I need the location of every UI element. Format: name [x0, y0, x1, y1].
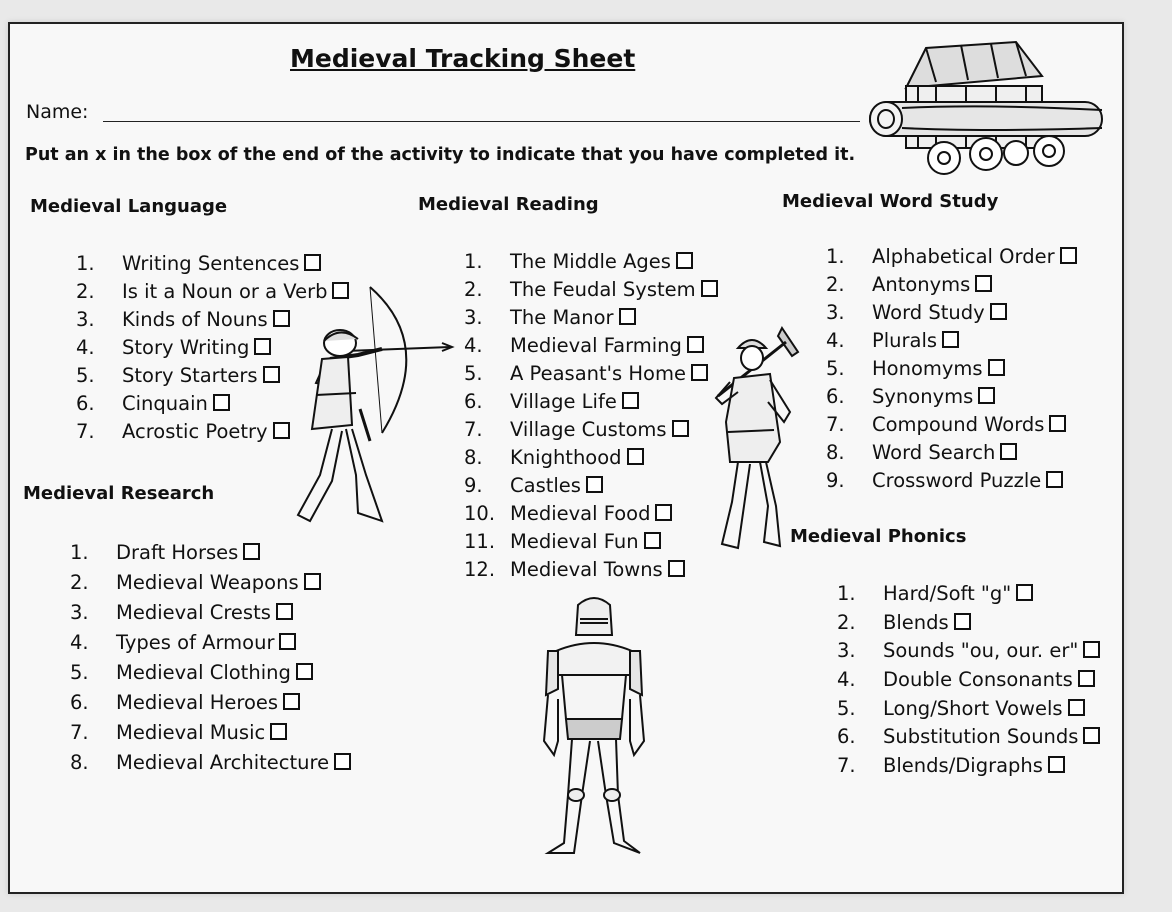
- completion-checkbox[interactable]: [263, 366, 280, 383]
- completion-checkbox[interactable]: [672, 420, 689, 437]
- activity-label: The Manor: [510, 306, 614, 329]
- completion-checkbox[interactable]: [954, 613, 971, 630]
- completion-checkbox[interactable]: [668, 560, 685, 577]
- completion-checkbox[interactable]: [978, 387, 995, 404]
- completion-checkbox[interactable]: [586, 476, 603, 493]
- knight-in-armor-icon: [538, 595, 650, 860]
- activity-label: Village Life: [510, 390, 617, 413]
- completion-checkbox[interactable]: [975, 275, 992, 292]
- activity-label: Medieval Food: [510, 502, 651, 525]
- activity-number: 4.: [70, 631, 89, 654]
- activity-label: Alphabetical Order: [872, 245, 1055, 268]
- activity-label: The Middle Ages: [510, 250, 671, 273]
- activity-label: Crossword Puzzle: [872, 469, 1042, 492]
- completion-checkbox[interactable]: [1060, 247, 1077, 264]
- completion-checkbox[interactable]: [942, 331, 959, 348]
- activity-number: 3.: [837, 639, 856, 663]
- completion-checkbox[interactable]: [676, 252, 693, 269]
- activity-label: Medieval Towns: [510, 558, 663, 581]
- activity-number: 6.: [70, 691, 89, 714]
- completion-checkbox[interactable]: [304, 254, 321, 271]
- activity-label: Story Starters: [122, 364, 258, 387]
- completion-checkbox[interactable]: [276, 603, 293, 620]
- completion-checkbox[interactable]: [1016, 584, 1033, 601]
- completion-checkbox[interactable]: [622, 392, 639, 409]
- completion-checkbox[interactable]: [283, 693, 300, 710]
- reading-heading: Medieval Reading: [418, 194, 599, 215]
- completion-checkbox[interactable]: [1046, 471, 1063, 488]
- activity-number: 3.: [464, 306, 483, 329]
- activity-label: Plurals: [872, 329, 938, 352]
- activity-number: 10.: [464, 502, 496, 525]
- language-heading: Medieval Language: [30, 196, 228, 217]
- activity-label: Medieval Farming: [510, 334, 682, 357]
- completion-checkbox[interactable]: [279, 633, 296, 650]
- completion-checkbox[interactable]: [619, 308, 636, 325]
- phonics-heading: Medieval Phonics: [790, 526, 967, 547]
- activity-number: 6.: [837, 725, 856, 749]
- activity-number: 2.: [826, 273, 845, 296]
- activity-label: Medieval Weapons: [116, 571, 299, 594]
- activity-label: Medieval Crests: [116, 601, 271, 624]
- activity-number: 5.: [76, 364, 95, 387]
- completion-checkbox[interactable]: [243, 543, 260, 560]
- activity-number: 7.: [826, 413, 845, 436]
- battering-ram-icon: [866, 40, 1116, 190]
- name-label: Name:: [26, 101, 89, 123]
- activity-label: Knighthood: [510, 446, 622, 469]
- activity-number: 2.: [464, 278, 483, 301]
- activity-label: Hard/Soft "g": [883, 582, 1012, 605]
- completion-checkbox[interactable]: [691, 364, 708, 381]
- archer-icon: [286, 285, 456, 530]
- activity-number: 7.: [837, 754, 856, 778]
- activity-label: Compound Words: [872, 413, 1045, 436]
- research-heading: Medieval Research: [23, 483, 215, 504]
- activity-label: Kinds of Nouns: [122, 308, 268, 331]
- activity-label: Blends: [883, 610, 949, 634]
- activity-number: 4.: [76, 336, 95, 359]
- activity-label: Word Study: [872, 301, 985, 324]
- activity-label: Double Consonants: [883, 668, 1073, 692]
- activity-number: 3.: [76, 308, 95, 331]
- completion-checkbox[interactable]: [644, 532, 661, 549]
- completion-checkbox[interactable]: [213, 394, 230, 411]
- peasant-with-axe-icon: [708, 322, 808, 557]
- page-title: Medieval Tracking Sheet: [290, 44, 636, 73]
- completion-checkbox[interactable]: [304, 573, 321, 590]
- activity-number: 11.: [464, 530, 496, 553]
- activity-number: 8.: [70, 751, 89, 774]
- activity-number: 6.: [464, 390, 483, 413]
- completion-checkbox[interactable]: [1078, 670, 1095, 687]
- activity-label: Village Customs: [510, 418, 667, 441]
- completion-checkbox[interactable]: [270, 723, 287, 740]
- completion-checkbox[interactable]: [254, 338, 271, 355]
- activity-label: Honomyms: [872, 357, 983, 380]
- activity-label: A Peasant's Home: [510, 362, 686, 385]
- activity-number: 9.: [464, 474, 483, 497]
- activity-number: 7.: [70, 721, 89, 744]
- activity-label: Word Search: [872, 441, 996, 464]
- activity-number: 7.: [76, 420, 95, 443]
- activity-number: 1.: [76, 252, 95, 275]
- activity-label: Synonyms: [872, 385, 974, 408]
- activity-label: Acrostic Poetry: [122, 420, 268, 443]
- activity-label: Sounds "ou, our. er": [883, 639, 1079, 663]
- activity-number: 5.: [826, 357, 845, 380]
- activity-label: Blends/Digraphs: [883, 754, 1043, 778]
- completion-checkbox[interactable]: [1068, 699, 1085, 716]
- activity-number: 2.: [837, 610, 856, 634]
- activity-label: Medieval Music: [116, 721, 266, 744]
- activity-label: Long/Short Vowels: [883, 696, 1063, 720]
- activity-number: 1.: [464, 250, 483, 273]
- activity-label: Medieval Heroes: [116, 691, 279, 714]
- activity-label: Antonyms: [872, 273, 971, 296]
- completion-checkbox[interactable]: [1000, 443, 1017, 460]
- activity-number: 2.: [76, 280, 95, 303]
- word-study-heading: Medieval Word Study: [782, 191, 999, 212]
- activity-number: 2.: [70, 571, 89, 594]
- activity-number: 6.: [76, 392, 95, 415]
- activity-number: 3.: [70, 601, 89, 624]
- activity-label: The Feudal System: [510, 278, 696, 301]
- activity-number: 5.: [464, 362, 483, 385]
- name-field[interactable]: [103, 121, 860, 122]
- activity-label: Writing Sentences: [122, 252, 300, 275]
- instructions-text: Put an x in the box of the end of the activity to indicate that you have completed it.: [25, 145, 856, 165]
- activity-number: 4.: [826, 329, 845, 352]
- activity-label: Cinquain: [122, 392, 208, 415]
- completion-checkbox[interactable]: [687, 336, 704, 353]
- activity-number: 7.: [464, 418, 483, 441]
- activity-label: Medieval Clothing: [116, 661, 291, 684]
- activity-number: 9.: [826, 469, 845, 492]
- completion-checkbox[interactable]: [1083, 641, 1100, 658]
- activity-number: 6.: [826, 385, 845, 408]
- completion-checkbox[interactable]: [988, 359, 1005, 376]
- activity-label: Is it a Noun or a Verb: [122, 280, 328, 303]
- activity-number: 8.: [826, 441, 845, 464]
- completion-checkbox[interactable]: [1083, 727, 1100, 744]
- activity-label: Medieval Fun: [510, 530, 639, 553]
- activity-label: Types of Armour: [116, 631, 275, 654]
- activity-number: 3.: [826, 301, 845, 324]
- activity-number: 5.: [70, 661, 89, 684]
- activity-label: Castles: [510, 474, 581, 497]
- activity-number: 5.: [837, 696, 856, 720]
- activity-number: 8.: [464, 446, 483, 469]
- completion-checkbox[interactable]: [334, 753, 351, 770]
- activity-number: 4.: [464, 334, 483, 357]
- activity-number: 12.: [464, 558, 496, 581]
- completion-checkbox[interactable]: [296, 663, 313, 680]
- activity-number: 1.: [826, 245, 845, 268]
- activity-label: Draft Horses: [116, 541, 239, 564]
- activity-number: 1.: [70, 541, 89, 564]
- completion-checkbox[interactable]: [627, 448, 644, 465]
- completion-checkbox[interactable]: [655, 504, 672, 521]
- activity-label: Story Writing: [122, 336, 250, 359]
- completion-checkbox[interactable]: [1048, 756, 1065, 773]
- activity-label: Medieval Architecture: [116, 751, 330, 774]
- completion-checkbox[interactable]: [1049, 415, 1066, 432]
- completion-checkbox[interactable]: [701, 280, 718, 297]
- completion-checkbox[interactable]: [990, 303, 1007, 320]
- activity-label: Substitution Sounds: [883, 725, 1079, 749]
- activity-number: 4.: [837, 668, 856, 692]
- activity-number: 1.: [837, 582, 856, 605]
